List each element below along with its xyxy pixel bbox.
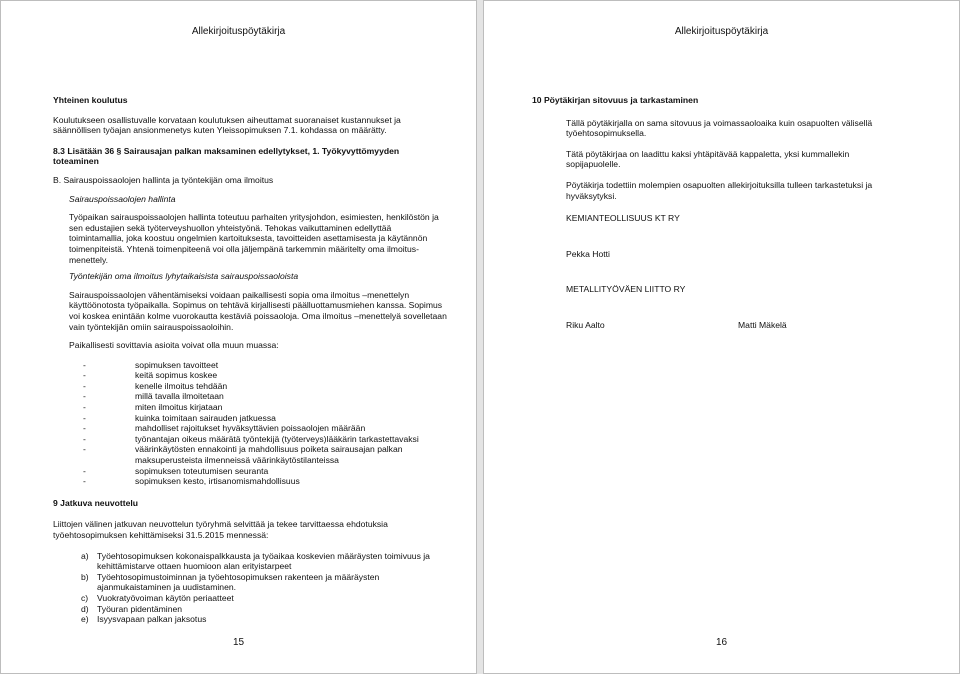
hallinta-block [69,194,447,487]
page-header: Allekirjoituspöytäkirja [191,26,286,37]
list-item: - väärinkäytösten ennakointi ja mahdollisuus poiketa sairausajan palkan maksuperusteista ilmenneissä väärinkäytöstilanteissa [83,444,403,466]
paragraph: Liittojen välinen jatkuvan neuvottelun työryhmä selvittää ja tekee tarvittaessa ehdotuksia työehtosopimuksen kehittämiseksi 31.5.2015 mennessä: [53,519,388,540]
paragraph: Tätä pöytäkirjaa on laadittu kaksi yhtäpitävää kappaletta, yksi kummallekin sopijapuolelle. [566,148,850,170]
list-item: c) Vuokratyövoiman käytön periaatteet [81,592,234,603]
list-item: d) Työuran pidentäminen [81,603,183,614]
paragraph: Tällä pöytäkirjalla on sama sitovuus ja voimassaoloaika kuin osapuolten välisellä työehtosopimuksella. [566,117,873,139]
section-heading: 10 Pöytäkirjan sitovuus ja tarkastaminen [532,95,699,105]
list-item: - mahdolliset rajoitukset hyväksyttävien poissaolojen määrään [83,423,366,434]
list-item: - sopimuksen kesto, irtisanomismahdollisuus [83,476,300,487]
paragraph: Pöytäkirja todettiin molempien osapuolten allekirjoituksilla tulleen tarkastetuksi ja hyväksytyksi. [566,179,873,201]
page-body [532,95,892,331]
section-heading: 9 Jatkuva neuvottelu [53,497,139,508]
subsection-title: Sairauspoissaolojen hallinta [69,193,176,204]
lettered-list [81,551,447,625]
signer-name: Riku Aalto [566,319,605,330]
subsection-title: Työntekijän oma ilmoitus lyhytaikaisista sairauspoissaoloista [69,271,299,282]
page-number: 15 [232,637,245,648]
subsection-heading: B. Sairauspoissaolojen hallinta ja työntekijän oma ilmoitus [53,174,274,185]
section-body [566,118,892,331]
document-page-left [0,0,477,674]
org-name: METALLITYÖVÄEN LIITTO RY [566,284,686,295]
paragraph: Paikallisesti sovittavia asioita voivat olla muun muassa: [69,340,279,351]
section-heading: 8.3 Lisätään 36 § Sairausajan palkan maksaminen edellytykset, 1. Työkyvyttömyyden toteaminen [53,145,400,167]
list-item: - millä tavalla ilmoitetaan [83,391,224,402]
list-item: - sopimuksen tavoitteet [83,359,219,370]
page-header: Allekirjoituspöytäkirja [674,26,769,37]
section-heading: Yhteinen koulutus [53,95,128,105]
paragraph: Työpaikan sairauspoissaolojen hallinta toteutuu parhaiten yritysjohdon, esimiesten, henkilöstön ja sen edustajien sekä työterveyshuollon yhteistyönä. Tehokas vaikuttaminen edellyttää toimintamallia, joka koostuu ongelmien kartoituksesta, tavoitteiden asettamisesta ja käytännön toimenpiteistä. Yhtenä toimenpiteenä voi olla jäljempänä tarkemmin määritelty oma ilmoitus-menettely. [69,212,439,265]
signer-row [566,320,892,331]
list-item: - sopimuksen toteutumisen seuranta [83,465,269,476]
list-item: a) Työehtosopimuksen kokonaispalkkausta ja työaikaa koskevien määräysten toimivuus ja kehittämistarve ottaen huomioon alan erityistarpeet [81,550,430,572]
dash-list [83,360,447,487]
page-body [53,95,447,625]
list-item: - kuinka toimitaan sairauden jatkuessa [83,412,276,423]
page-number: 16 [715,637,728,648]
list-item: - miten ilmoitus kirjataan [83,402,223,413]
list-item: - keitä sopimus koskee [83,370,218,381]
paragraph: Sairauspoissaolojen vähentämiseksi voidaan paikallisesti sopia oma ilmoitus –menettelyn käyttöönotosta työpaikalla. Sopimus on tehtävä kirjallisesti päälluottamusmiehen kanssa. Sopimus voi koskea enintään kolme vuorokautta kestäviä poissaoloja. Oma ilmoitus –menettelyä sovelletaan vain työntekijän omiin sairauspoissaoloihin. [69,289,447,332]
list-item: b) Työehtosopimustoiminnan ja työehtosopimuksen rakenteen ja määräysten ajanmukaistaminen ja uudistaminen. [81,571,380,593]
list-item: e) Isyysvapaan palkan jaksotus [81,614,207,625]
document-page-right [483,0,960,674]
list-item: - kenelle ilmoitus tehdään [83,380,228,391]
list-item: - työnantajan oikeus määrätä työntekijä (työterveys)lääkärin tarkastettavaksi [83,433,419,444]
paragraph: Koulutukseen osallistuvalle korvataan koulutuksen aiheuttamat suoranaiset kustannukset ja säännöllisen työajan ansionmenetys kuten Yleissopimuksen 7.1. kohdassa on määrätty. [53,114,401,136]
signer-name: Matti Mäkelä [738,319,787,330]
signer-name: Pekka Hotti [566,248,610,259]
org-name: KEMIANTEOLLISUUS KT RY [566,213,680,224]
